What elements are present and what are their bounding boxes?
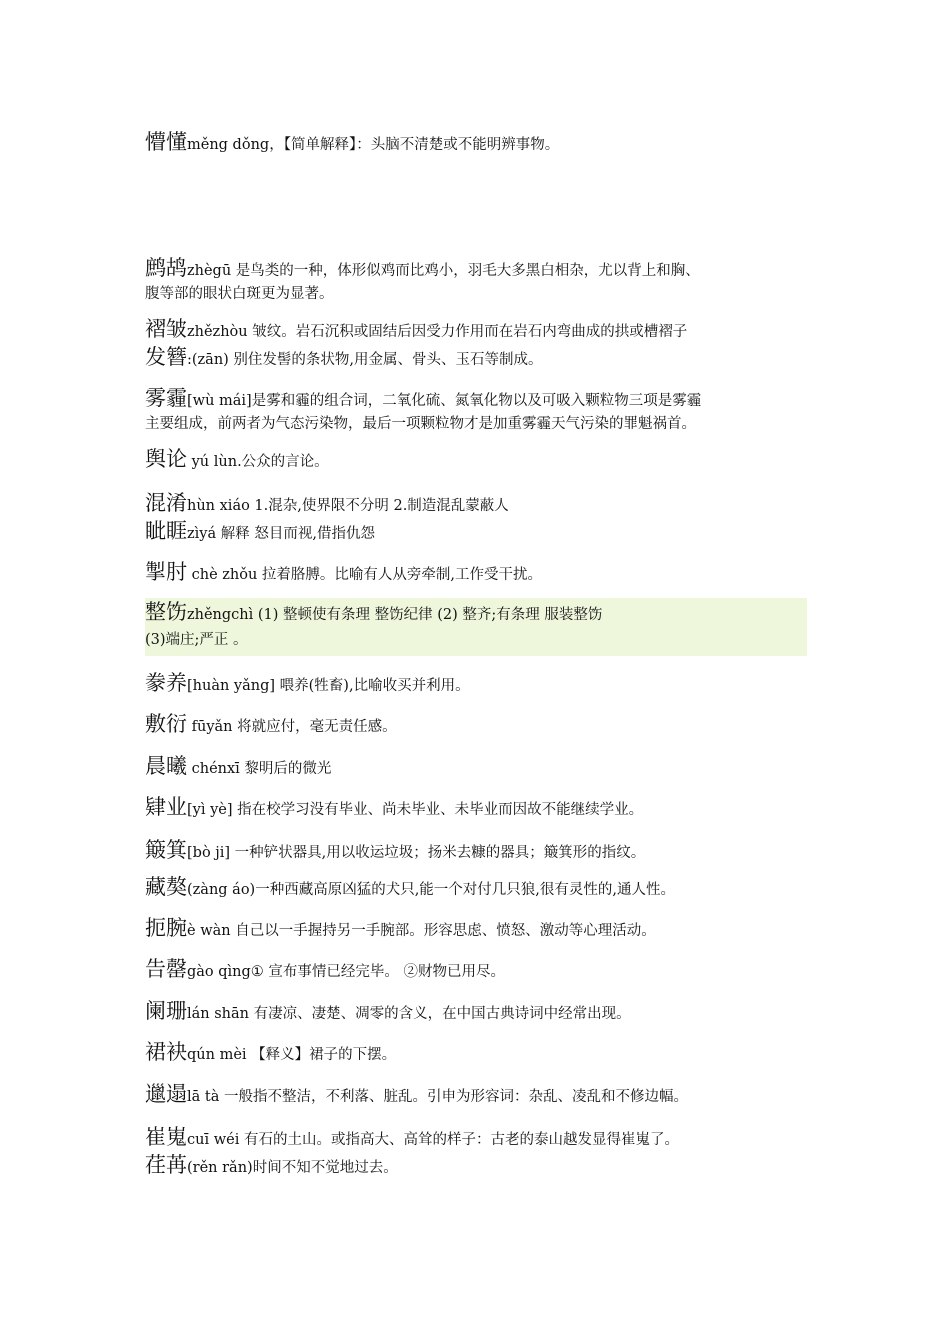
entry-definition: yú lùn.公众的言论。 (187, 454, 329, 470)
entry-term: 告罄 (145, 957, 187, 981)
entry-chenxi (145, 752, 810, 780)
entry-term: 舆论 (145, 447, 187, 471)
entry-term: 扼腕 (145, 916, 187, 940)
entry-ewan (145, 914, 810, 942)
entry-cuiwei (145, 1123, 810, 1151)
entry-definition: chè zhǒu 拉着胳膊。比喻有人从旁牵制,工作受干扰。 (187, 567, 543, 583)
entry-term: 肄业 (145, 795, 187, 819)
entry-gaoqing (145, 955, 810, 983)
entry-term: 褶皱 (145, 317, 187, 341)
entry-term: 掣肘 (145, 560, 187, 584)
entry-fazan (145, 343, 810, 371)
entry-definition: zìyá 解释 怒目而视,借指仇怨 (187, 526, 375, 542)
entry-definition: :(zān) 别住发髻的条状物,用金属、骨头、玉石等制成。 (187, 352, 543, 368)
entry-lata (145, 1080, 810, 1108)
entry-fuyan (145, 710, 810, 738)
entry-definition: chénxī 黎明后的微光 (187, 761, 332, 777)
entry-definition: qún mèi 【释义】裙子的下摆。 (187, 1047, 397, 1063)
entry-zhegu (145, 254, 810, 307)
entry-definition-cont: 腹等部的眼状白斑更为显著。 (145, 286, 334, 302)
entry-definition: fūyǎn 将就应付，毫无责任感。 (187, 719, 397, 735)
entry-term: 裙袂 (145, 1040, 187, 1064)
entry-term: 阑珊 (145, 999, 187, 1023)
entry-term: 雾霾 (145, 386, 187, 410)
entry-definition: è wàn 自己以一手握持另一手腕部。形容思虑、愤怒、激动等心理活动。 (187, 923, 656, 939)
entry-huanyang (145, 669, 810, 697)
entry-definition-cont: (3)端庄;严正 。 (145, 632, 248, 648)
entry-hunxiao (145, 489, 810, 517)
entry-definition: lán shān 有凄凉、凄楚、凋零的含义，在中国古典诗词中经常出现。 (187, 1006, 631, 1022)
entry-definition: hùn xiáo 1.混杂,使界限不分明 2.制造混乱蒙蔽人 (187, 498, 509, 514)
entry-renran (145, 1151, 810, 1179)
entry-term: 荏苒 (145, 1153, 187, 1177)
entry-term: 鹧鸪 (145, 256, 187, 280)
entry-definition: (zàng áo)一种西藏高原凶猛的犬只,能一个对付几只狼,很有灵性的,通人性。 (187, 882, 676, 898)
entry-lanshan (145, 997, 810, 1025)
entry-mengdong (145, 128, 810, 156)
entry-zhengchi (145, 598, 807, 656)
entry-definition: měng dǒng，【简单解释】：头脑不清楚或不能明辨事物。 (187, 137, 560, 153)
entry-wumai (145, 384, 810, 437)
entry-definition: zhěngchì (1) 整顿使有条理 整饬纪律 (2) 整齐;有条理 服装整饬 (187, 607, 603, 623)
entry-chezhou (145, 558, 810, 586)
entry-definition: gào qìng① 宣布事情已经完毕。 ②财物已用尽。 (187, 964, 506, 980)
entry-zangao (145, 873, 810, 901)
entry-definition: [wù mái]是雾和霾的组合词，二氧化硫、氮氧化物以及可吸入颗粒物三项是雾霾 (187, 393, 702, 409)
entry-term: 敷衍 (145, 712, 187, 736)
entry-definition: zhězhòu 皱纹。岩石沉积或固结后因受力作用而在岩石内弯曲成的拱或槽褶子 (187, 324, 688, 340)
entry-term: 藏獒 (145, 875, 187, 899)
entry-term: 发簪 (145, 345, 187, 369)
entry-term: 崔嵬 (145, 1125, 187, 1149)
entry-term: 整饬 (145, 600, 187, 624)
entry-term: 混淆 (145, 491, 187, 515)
entry-qunmei (145, 1038, 810, 1066)
entry-definition: lā tà 一般指不整洁，不利落、脏乱。引申为形容词：杂乱、凌乱和不修边幅。 (187, 1089, 688, 1105)
entry-ziya (145, 517, 810, 545)
entry-definition: (rěn rǎn)时间不知不觉地过去。 (187, 1160, 398, 1176)
entry-term: 豢养 (145, 671, 187, 695)
entry-definition: [huàn yǎng] 喂养(牲畜),比喻收买并利用。 (187, 678, 470, 694)
entry-definition: cuī wéi 有石的土山。或指高大、高耸的样子：古老的泰山越发显得崔嵬了。 (187, 1132, 679, 1148)
entry-definition: zhègū 是鸟类的一种，体形似鸡而比鸡小，羽毛大多黑白相杂，尤以背上和胸、 (187, 263, 700, 279)
entry-yiye (145, 793, 810, 821)
entry-term: 邋遢 (145, 1082, 187, 1106)
entry-definition: [bò ji] 一种铲状器具,用以收运垃圾；扬米去糠的器具；簸箕形的指纹。 (187, 845, 646, 861)
entry-term: 簸箕 (145, 838, 187, 862)
entry-yulun (145, 445, 810, 473)
entry-definition: [yì yè] 指在校学习没有毕业、尚未毕业、未毕业而因故不能继续学业。 (187, 802, 644, 818)
entry-boji (145, 836, 810, 864)
entry-definition-cont: 主要组成，前两者为气态污染物，最后一项颗粒物才是加重雾霾天气污染的罪魁祸首。 (145, 416, 696, 432)
entry-term: 懵懂 (145, 130, 187, 154)
entry-term: 晨曦 (145, 754, 187, 778)
entry-term: 眦睚 (145, 519, 187, 543)
entry-zhezhou (145, 315, 810, 343)
